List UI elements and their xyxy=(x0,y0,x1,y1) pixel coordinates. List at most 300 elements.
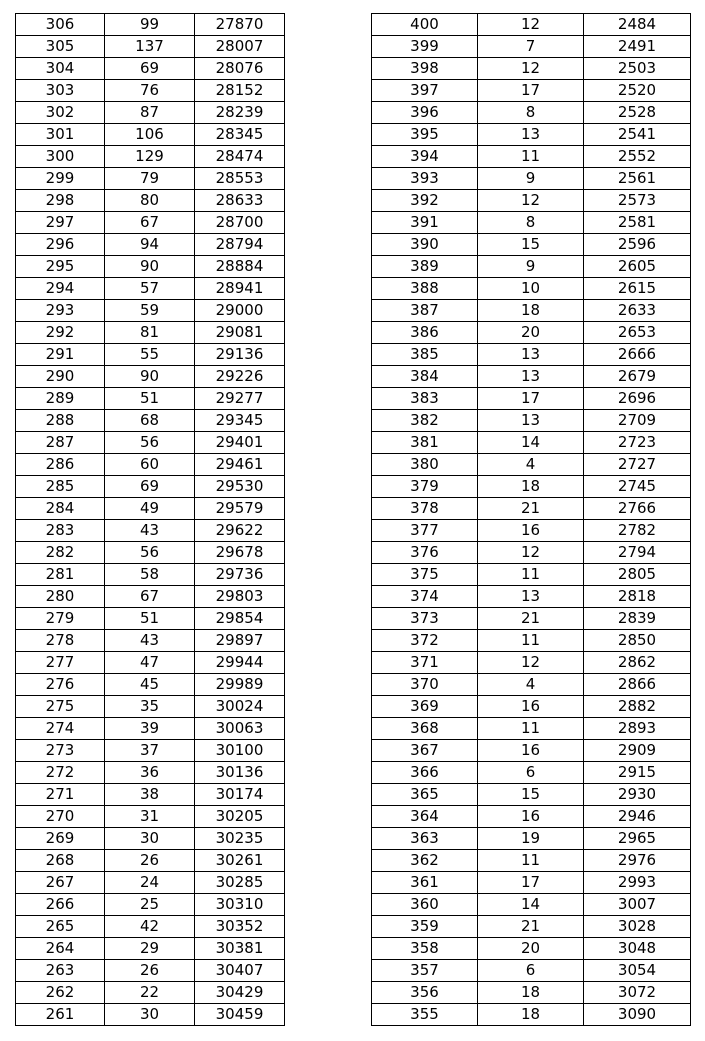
table-cell: 28007 xyxy=(195,36,285,58)
table-cell: 3072 xyxy=(584,982,691,1004)
table-cell: 382 xyxy=(372,410,478,432)
table-cell: 288 xyxy=(16,410,105,432)
table-cell: 16 xyxy=(478,696,584,718)
table-row xyxy=(372,410,691,432)
table-cell: 2882 xyxy=(584,696,691,718)
table-cell: 3028 xyxy=(584,916,691,938)
table-row xyxy=(372,124,691,146)
table-row xyxy=(16,190,285,212)
table-cell: 272 xyxy=(16,762,105,784)
table-row xyxy=(16,168,285,190)
table-cell: 87 xyxy=(105,102,195,124)
table-cell: 267 xyxy=(16,872,105,894)
table-row xyxy=(16,322,285,344)
table-cell: 292 xyxy=(16,322,105,344)
table-cell: 26 xyxy=(105,850,195,872)
table-row xyxy=(372,762,691,784)
table-cell: 11 xyxy=(478,564,584,586)
table-cell: 400 xyxy=(372,14,478,36)
table-cell: 18 xyxy=(478,1004,584,1026)
table-cell: 395 xyxy=(372,124,478,146)
table-cell: 15 xyxy=(478,784,584,806)
table-cell: 81 xyxy=(105,322,195,344)
table-row xyxy=(372,586,691,608)
table-cell: 16 xyxy=(478,806,584,828)
table-cell: 294 xyxy=(16,278,105,300)
table-row xyxy=(372,388,691,410)
table-row xyxy=(372,1004,691,1026)
table-cell: 30024 xyxy=(195,696,285,718)
table-cell: 262 xyxy=(16,982,105,1004)
table-cell: 297 xyxy=(16,212,105,234)
table-cell: 13 xyxy=(478,586,584,608)
table-cell: 2839 xyxy=(584,608,691,630)
table-cell: 18 xyxy=(478,982,584,1004)
table-cell: 280 xyxy=(16,586,105,608)
table-cell: 60 xyxy=(105,454,195,476)
table-cell: 392 xyxy=(372,190,478,212)
table-cell: 2862 xyxy=(584,652,691,674)
table-cell: 269 xyxy=(16,828,105,850)
table-cell: 58 xyxy=(105,564,195,586)
table-cell: 270 xyxy=(16,806,105,828)
table-cell: 51 xyxy=(105,608,195,630)
table-row xyxy=(16,410,285,432)
table-cell: 30352 xyxy=(195,916,285,938)
table-cell: 29944 xyxy=(195,652,285,674)
left-score-table xyxy=(15,13,285,1026)
table-row xyxy=(372,80,691,102)
table-cell: 276 xyxy=(16,674,105,696)
table-cell: 281 xyxy=(16,564,105,586)
table-cell: 304 xyxy=(16,58,105,80)
table-row xyxy=(16,916,285,938)
table-row xyxy=(16,542,285,564)
table-cell: 28794 xyxy=(195,234,285,256)
table-cell: 399 xyxy=(372,36,478,58)
table-cell: 18 xyxy=(478,476,584,498)
table-row xyxy=(16,366,285,388)
table-row xyxy=(16,520,285,542)
table-cell: 3054 xyxy=(584,960,691,982)
table-cell: 2666 xyxy=(584,344,691,366)
table-row xyxy=(16,564,285,586)
table-cell: 2794 xyxy=(584,542,691,564)
table-row xyxy=(372,212,691,234)
table-cell: 11 xyxy=(478,850,584,872)
table-cell: 30261 xyxy=(195,850,285,872)
table-cell: 137 xyxy=(105,36,195,58)
table-cell: 12 xyxy=(478,58,584,80)
table-cell: 365 xyxy=(372,784,478,806)
table-cell: 3007 xyxy=(584,894,691,916)
table-row xyxy=(372,102,691,124)
table-cell: 282 xyxy=(16,542,105,564)
table-cell: 358 xyxy=(372,938,478,960)
table-row xyxy=(372,916,691,938)
table-cell: 99 xyxy=(105,14,195,36)
table-cell: 11 xyxy=(478,630,584,652)
table-cell: 29854 xyxy=(195,608,285,630)
table-cell: 377 xyxy=(372,520,478,542)
table-cell: 2552 xyxy=(584,146,691,168)
table-cell: 2946 xyxy=(584,806,691,828)
table-cell: 2818 xyxy=(584,586,691,608)
table-cell: 3090 xyxy=(584,1004,691,1026)
table-cell: 6 xyxy=(478,762,584,784)
table-row xyxy=(16,146,285,168)
table-row xyxy=(16,784,285,806)
table-cell: 357 xyxy=(372,960,478,982)
table-row xyxy=(372,652,691,674)
table-cell: 28884 xyxy=(195,256,285,278)
table-cell: 28076 xyxy=(195,58,285,80)
table-cell: 28633 xyxy=(195,190,285,212)
table-cell: 299 xyxy=(16,168,105,190)
table-row xyxy=(372,14,691,36)
table-cell: 90 xyxy=(105,256,195,278)
table-row xyxy=(16,652,285,674)
table-cell: 362 xyxy=(372,850,478,872)
table-cell: 56 xyxy=(105,432,195,454)
table-row xyxy=(16,344,285,366)
left-table-body xyxy=(16,14,285,1026)
table-row xyxy=(16,300,285,322)
table-cell: 355 xyxy=(372,1004,478,1026)
table-cell: 29461 xyxy=(195,454,285,476)
table-cell: 379 xyxy=(372,476,478,498)
table-row xyxy=(16,960,285,982)
table-cell: 2679 xyxy=(584,366,691,388)
table-cell: 363 xyxy=(372,828,478,850)
table-cell: 383 xyxy=(372,388,478,410)
table-cell: 390 xyxy=(372,234,478,256)
table-cell: 359 xyxy=(372,916,478,938)
table-row xyxy=(372,190,691,212)
table-cell: 2745 xyxy=(584,476,691,498)
table-cell: 30429 xyxy=(195,982,285,1004)
table-row xyxy=(16,102,285,124)
table-cell: 374 xyxy=(372,586,478,608)
table-cell: 35 xyxy=(105,696,195,718)
table-cell: 2909 xyxy=(584,740,691,762)
table-row xyxy=(16,718,285,740)
table-cell: 17 xyxy=(478,80,584,102)
table-cell: 30381 xyxy=(195,938,285,960)
right-score-table xyxy=(371,13,691,1026)
table-cell: 30 xyxy=(105,828,195,850)
table-cell: 368 xyxy=(372,718,478,740)
table-cell: 2596 xyxy=(584,234,691,256)
table-cell: 12 xyxy=(478,652,584,674)
table-cell: 28345 xyxy=(195,124,285,146)
table-cell: 389 xyxy=(372,256,478,278)
table-cell: 28474 xyxy=(195,146,285,168)
table-cell: 69 xyxy=(105,58,195,80)
table-cell: 28700 xyxy=(195,212,285,234)
table-row xyxy=(16,388,285,410)
table-row xyxy=(16,498,285,520)
table-row xyxy=(16,1004,285,1026)
table-cell: 287 xyxy=(16,432,105,454)
table-cell: 7 xyxy=(478,36,584,58)
table-cell: 2915 xyxy=(584,762,691,784)
table-row xyxy=(16,894,285,916)
table-cell: 2615 xyxy=(584,278,691,300)
table-cell: 16 xyxy=(478,520,584,542)
table-cell: 49 xyxy=(105,498,195,520)
table-row xyxy=(16,14,285,36)
table-cell: 29622 xyxy=(195,520,285,542)
table-cell: 364 xyxy=(372,806,478,828)
table-cell: 94 xyxy=(105,234,195,256)
table-cell: 13 xyxy=(478,124,584,146)
table-cell: 51 xyxy=(105,388,195,410)
table-cell: 22 xyxy=(105,982,195,1004)
table-row xyxy=(16,80,285,102)
table-cell: 375 xyxy=(372,564,478,586)
table-row xyxy=(372,498,691,520)
table-row xyxy=(372,432,691,454)
table-cell: 356 xyxy=(372,982,478,1004)
table-row xyxy=(16,982,285,1004)
table-cell: 30407 xyxy=(195,960,285,982)
table-cell: 90 xyxy=(105,366,195,388)
table-cell: 2709 xyxy=(584,410,691,432)
table-cell: 17 xyxy=(478,872,584,894)
table-row xyxy=(16,872,285,894)
table-cell: 2528 xyxy=(584,102,691,124)
table-cell: 278 xyxy=(16,630,105,652)
table-cell: 300 xyxy=(16,146,105,168)
table-cell: 18 xyxy=(478,300,584,322)
table-cell: 30205 xyxy=(195,806,285,828)
table-row xyxy=(372,960,691,982)
table-cell: 2766 xyxy=(584,498,691,520)
table-cell: 271 xyxy=(16,784,105,806)
table-row xyxy=(372,234,691,256)
table-cell: 386 xyxy=(372,322,478,344)
table-cell: 12 xyxy=(478,542,584,564)
table-row xyxy=(16,58,285,80)
table-cell: 2727 xyxy=(584,454,691,476)
table-cell: 29136 xyxy=(195,344,285,366)
table-cell: 17 xyxy=(478,388,584,410)
table-cell: 30310 xyxy=(195,894,285,916)
table-cell: 263 xyxy=(16,960,105,982)
table-cell: 55 xyxy=(105,344,195,366)
table-row xyxy=(16,630,285,652)
table-cell: 9 xyxy=(478,168,584,190)
table-cell: 14 xyxy=(478,432,584,454)
table-row xyxy=(16,256,285,278)
table-cell: 30100 xyxy=(195,740,285,762)
table-cell: 275 xyxy=(16,696,105,718)
table-cell: 371 xyxy=(372,652,478,674)
table-cell: 30459 xyxy=(195,1004,285,1026)
table-row xyxy=(372,542,691,564)
table-cell: 28152 xyxy=(195,80,285,102)
table-cell: 265 xyxy=(16,916,105,938)
table-cell: 8 xyxy=(478,102,584,124)
table-cell: 293 xyxy=(16,300,105,322)
table-cell: 42 xyxy=(105,916,195,938)
table-cell: 16 xyxy=(478,740,584,762)
table-cell: 28239 xyxy=(195,102,285,124)
table-row xyxy=(372,828,691,850)
table-cell: 373 xyxy=(372,608,478,630)
table-cell: 306 xyxy=(16,14,105,36)
table-row xyxy=(16,234,285,256)
table-cell: 30285 xyxy=(195,872,285,894)
table-cell: 305 xyxy=(16,36,105,58)
table-row xyxy=(372,36,691,58)
table-cell: 29803 xyxy=(195,586,285,608)
table-cell: 15 xyxy=(478,234,584,256)
table-cell: 21 xyxy=(478,916,584,938)
table-cell: 11 xyxy=(478,146,584,168)
table-row xyxy=(16,476,285,498)
table-cell: 8 xyxy=(478,212,584,234)
table-cell: 381 xyxy=(372,432,478,454)
table-cell: 273 xyxy=(16,740,105,762)
table-row xyxy=(372,938,691,960)
table-cell: 31 xyxy=(105,806,195,828)
table-row xyxy=(372,696,691,718)
table-cell: 274 xyxy=(16,718,105,740)
table-cell: 29579 xyxy=(195,498,285,520)
table-cell: 296 xyxy=(16,234,105,256)
table-row xyxy=(16,674,285,696)
table-cell: 37 xyxy=(105,740,195,762)
table-cell: 47 xyxy=(105,652,195,674)
table-cell: 290 xyxy=(16,366,105,388)
table-cell: 268 xyxy=(16,850,105,872)
table-cell: 27870 xyxy=(195,14,285,36)
table-row xyxy=(372,454,691,476)
table-cell: 59 xyxy=(105,300,195,322)
table-cell: 2805 xyxy=(584,564,691,586)
table-cell: 2605 xyxy=(584,256,691,278)
table-row xyxy=(16,454,285,476)
table-cell: 38 xyxy=(105,784,195,806)
table-row xyxy=(372,806,691,828)
table-cell: 30174 xyxy=(195,784,285,806)
table-cell: 361 xyxy=(372,872,478,894)
table-cell: 21 xyxy=(478,608,584,630)
table-cell: 398 xyxy=(372,58,478,80)
table-cell: 29530 xyxy=(195,476,285,498)
table-cell: 29897 xyxy=(195,630,285,652)
table-row xyxy=(372,58,691,80)
table-cell: 396 xyxy=(372,102,478,124)
table-cell: 367 xyxy=(372,740,478,762)
table-row xyxy=(372,278,691,300)
table-cell: 25 xyxy=(105,894,195,916)
table-cell: 4 xyxy=(478,674,584,696)
table-cell: 286 xyxy=(16,454,105,476)
table-row xyxy=(372,982,691,1004)
table-cell: 19 xyxy=(478,828,584,850)
table-cell: 29081 xyxy=(195,322,285,344)
table-cell: 2653 xyxy=(584,322,691,344)
table-cell: 14 xyxy=(478,894,584,916)
table-cell: 295 xyxy=(16,256,105,278)
table-cell: 30235 xyxy=(195,828,285,850)
table-cell: 67 xyxy=(105,212,195,234)
table-cell: 384 xyxy=(372,366,478,388)
table-cell: 279 xyxy=(16,608,105,630)
table-cell: 29678 xyxy=(195,542,285,564)
table-cell: 56 xyxy=(105,542,195,564)
table-cell: 369 xyxy=(372,696,478,718)
table-cell: 291 xyxy=(16,344,105,366)
table-cell: 2503 xyxy=(584,58,691,80)
table-row xyxy=(372,674,691,696)
table-row xyxy=(16,696,285,718)
table-cell: 2581 xyxy=(584,212,691,234)
table-row xyxy=(372,630,691,652)
table-cell: 378 xyxy=(372,498,478,520)
right-table-body xyxy=(372,14,691,1026)
table-row xyxy=(16,828,285,850)
table-row xyxy=(372,850,691,872)
table-row xyxy=(16,850,285,872)
table-cell: 2696 xyxy=(584,388,691,410)
table-row xyxy=(372,740,691,762)
table-cell: 28941 xyxy=(195,278,285,300)
table-row xyxy=(372,784,691,806)
table-row xyxy=(372,476,691,498)
table-cell: 376 xyxy=(372,542,478,564)
table-cell: 57 xyxy=(105,278,195,300)
table-cell: 29226 xyxy=(195,366,285,388)
table-cell: 2930 xyxy=(584,784,691,806)
table-cell: 387 xyxy=(372,300,478,322)
table-cell: 20 xyxy=(478,322,584,344)
table-row xyxy=(16,586,285,608)
table-cell: 13 xyxy=(478,366,584,388)
table-cell: 394 xyxy=(372,146,478,168)
table-cell: 391 xyxy=(372,212,478,234)
table-cell: 289 xyxy=(16,388,105,410)
table-cell: 12 xyxy=(478,190,584,212)
table-row xyxy=(372,564,691,586)
table-cell: 2573 xyxy=(584,190,691,212)
table-row xyxy=(16,740,285,762)
table-row xyxy=(372,718,691,740)
table-cell: 2541 xyxy=(584,124,691,146)
table-cell: 372 xyxy=(372,630,478,652)
table-cell: 2484 xyxy=(584,14,691,36)
table-cell: 2520 xyxy=(584,80,691,102)
table-cell: 20 xyxy=(478,938,584,960)
table-cell: 29000 xyxy=(195,300,285,322)
table-cell: 28553 xyxy=(195,168,285,190)
table-cell: 380 xyxy=(372,454,478,476)
table-row xyxy=(372,300,691,322)
table-row xyxy=(16,124,285,146)
table-cell: 29 xyxy=(105,938,195,960)
table-cell: 30063 xyxy=(195,718,285,740)
table-cell: 2850 xyxy=(584,630,691,652)
table-cell: 76 xyxy=(105,80,195,102)
table-row xyxy=(372,322,691,344)
table-cell: 12 xyxy=(478,14,584,36)
table-row xyxy=(372,872,691,894)
table-cell: 79 xyxy=(105,168,195,190)
table-row xyxy=(372,608,691,630)
